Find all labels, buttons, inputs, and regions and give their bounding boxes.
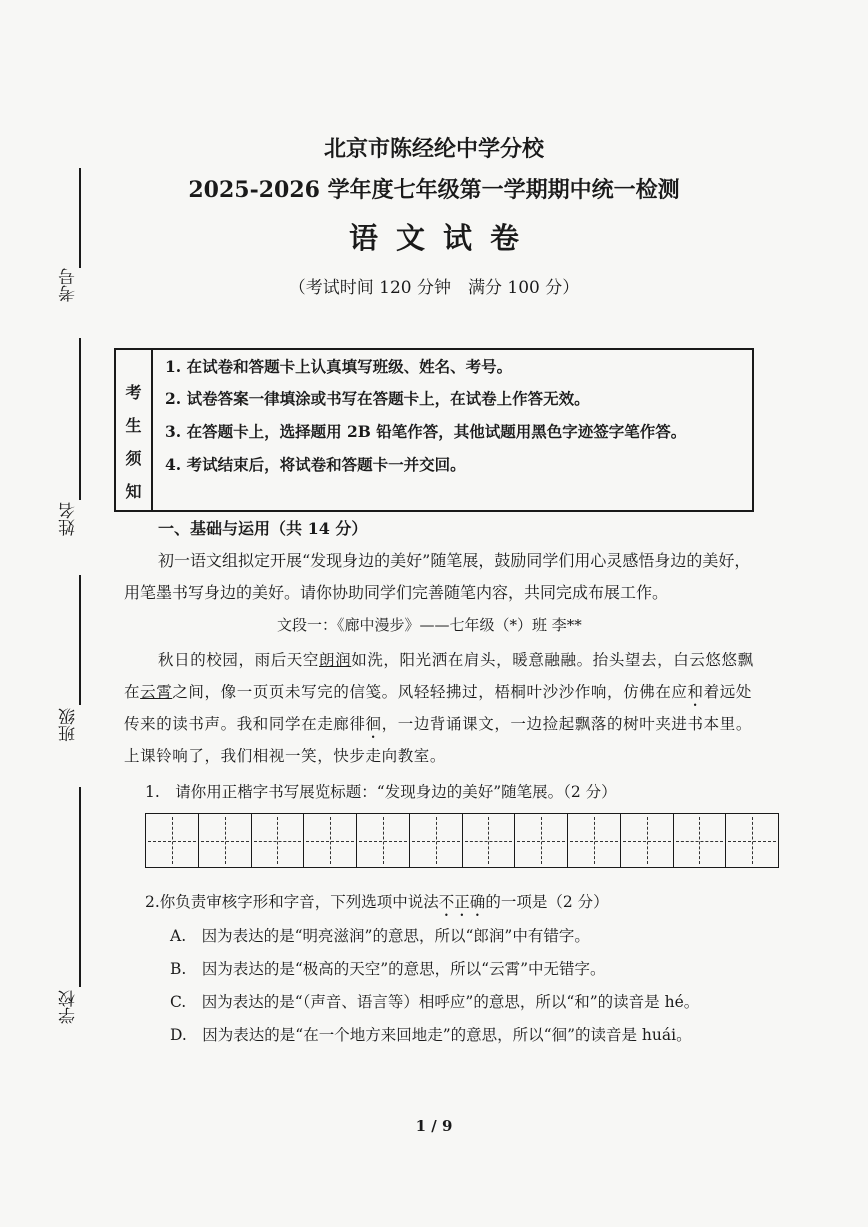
passage-text: 秋日的校园，雨后天空 [158, 651, 320, 669]
dotted-char-he: 和 [687, 683, 704, 701]
notice-heading-char: 须 [125, 449, 142, 468]
class-line [79, 575, 81, 705]
school-label: 学校 [59, 990, 79, 1024]
grid-cell[interactable] [621, 814, 674, 867]
passage-line [124, 680, 752, 710]
exam-title: 2025-2026 学年度七年级第一学期期中统一检测 [188, 177, 680, 203]
grid-cell[interactable] [146, 814, 199, 867]
option-c: C. 因为表达的是“（声音、语言等）相呼应”的意思，所以“和”的读音是 hé。 [170, 993, 700, 1011]
grid-cell[interactable] [357, 814, 410, 867]
passage-text: 如洗，阳光洒在肩头，暖意融融。抬头望去，白云悠悠飘 [351, 651, 754, 669]
grid-cell[interactable] [199, 814, 252, 867]
grid-cell[interactable] [252, 814, 305, 867]
passage-text: 在 [124, 683, 141, 701]
dotted-char-huai: 徊 [365, 715, 382, 733]
passage-text: 传来的读书声。我和同学在走廊徘 [124, 715, 366, 733]
passage-line [158, 648, 754, 670]
exam-notice-box [114, 348, 754, 512]
school-name: 北京市陈经纶中学分校 [323, 136, 544, 162]
passage-line [124, 712, 752, 742]
grid-cell[interactable] [463, 814, 516, 867]
school-line [79, 787, 81, 987]
notice-item: 3. 在答题卡上，选择题用 2B 铅笔作答，其他试题用黑色字迹签字笔作答。 [165, 422, 687, 441]
notice-item: 2. 试卷答案一律填涂或书写在答题卡上，在试卷上作答无效。 [165, 389, 590, 408]
subject-title: 语文试卷 [348, 221, 537, 255]
passage-line: 上课铃响了，我们相视一笑，快步走向教室。 [124, 747, 447, 765]
passage-text: 着远处 [703, 683, 752, 701]
name-label: 姓名 [59, 502, 79, 536]
notice-heading-char: 生 [125, 416, 142, 435]
option-d: D. 因为表达的是“在一个地方来回地走”的意思，所以“徊”的读音是 huái。 [170, 1026, 692, 1044]
notice-heading-char: 知 [125, 482, 142, 501]
passage-text: 之间，像一页页未写完的信笺。风轻轻拂过，梧桐叶沙沙作响，仿佛在应 [172, 683, 688, 701]
grid-cell[interactable] [674, 814, 727, 867]
exam-no-label: 考号 [59, 268, 79, 302]
question-2 [145, 890, 609, 920]
passage-text: ，一边背诵课文，一边捡起飘落的树叶夹进书本里。 [381, 715, 752, 733]
excerpt-title: 文段一：《廊中漫步》——七年级（*）班 李** [277, 616, 582, 634]
question-1: 1. 请你用正楷字书写展览标题：“发现身边的美好”随笔展。（2 分） [145, 783, 617, 801]
grid-cell[interactable] [304, 814, 357, 867]
exam-info: （考试时间 120 分钟 满分 100 分） [288, 278, 580, 298]
option-a: A. 因为表达的是“明亮滋润”的意思，所以“郎润”中有错字。 [170, 927, 590, 945]
name-line [79, 338, 81, 500]
notice-heading-char: 考 [125, 383, 142, 402]
underlined-word-yunxiao: 云霄 [140, 683, 173, 701]
grid-cell[interactable] [568, 814, 621, 867]
emphasis-not-correct: 不正确 [438, 893, 486, 911]
underlined-word-langrun: 朗润 [319, 651, 352, 669]
section-intro-line: 用笔墨书写身边的美好。请你协助同学们完善随笔内容，共同完成布展工作。 [124, 583, 669, 602]
grid-cell[interactable] [410, 814, 463, 867]
notice-item: 4. 考试结束后，将试卷和答题卡一并交回。 [165, 455, 466, 474]
grid-cell[interactable] [726, 814, 778, 867]
notice-item: 1. 在试卷和答题卡上认真填写班级、姓名、考号。 [165, 357, 513, 376]
writing-grid[interactable] [145, 813, 779, 868]
notice-heading [116, 350, 153, 510]
option-b: B. 因为表达的是“极高的天空”的意思，所以“云霄”中无错字。 [170, 960, 606, 978]
class-label: 班级 [59, 708, 79, 742]
grid-cell[interactable] [515, 814, 568, 867]
section-title: 一、基础与运用（共 14 分） [158, 519, 368, 538]
section-intro-line: 初一语文组拟定开展“发现身边的美好”随笔展，鼓励同学们用心灵感悟身边的美好， [158, 551, 751, 570]
question-2-text: 2.你负责审核字形和字音，下列选项中说法 [145, 893, 439, 911]
question-2-text: 的一项是（2 分） [485, 893, 609, 911]
page-number: 1 / 9 [415, 1117, 453, 1135]
